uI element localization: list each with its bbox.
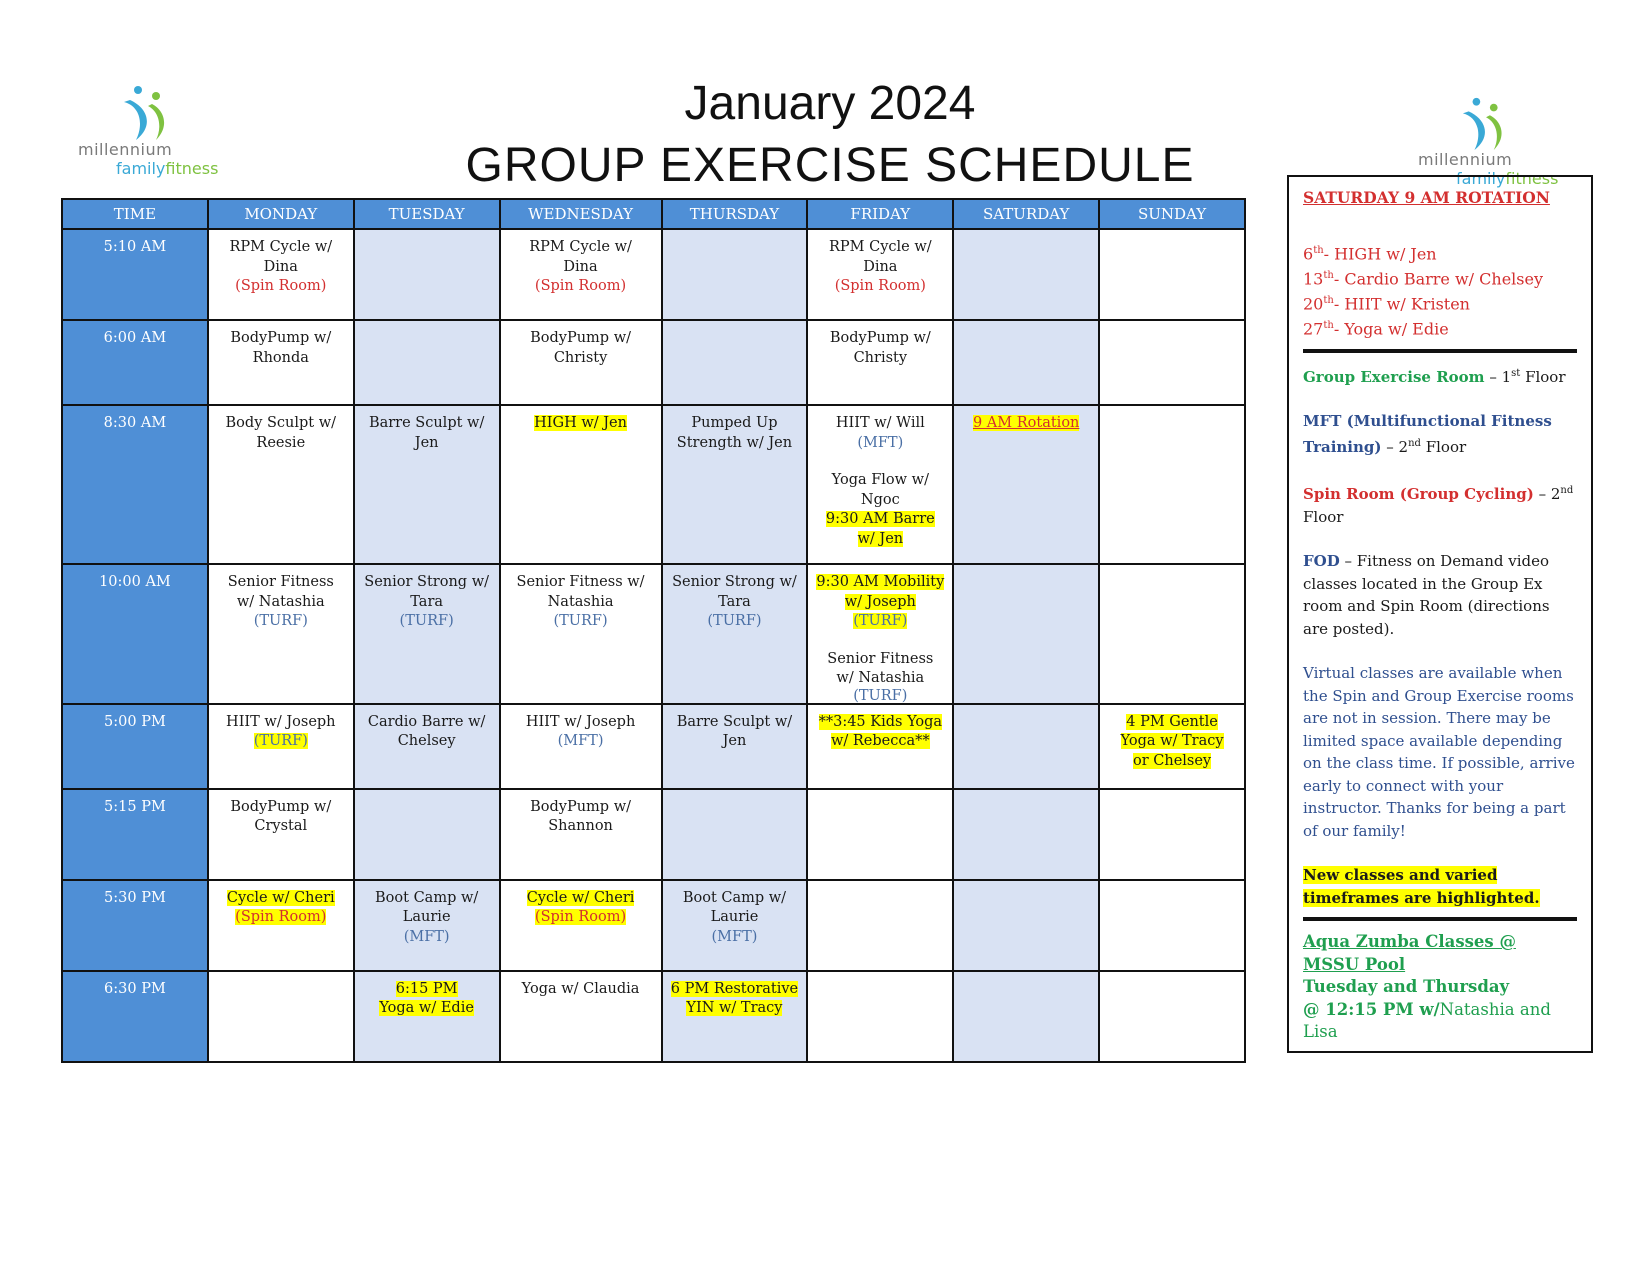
- header-wednesday: WEDNESDAY: [500, 199, 662, 229]
- class-cell-sunday: [1099, 229, 1245, 320]
- aqua-time: @ 12:15 PM w/Natashia and Lisa: [1303, 999, 1551, 1042]
- room-label: (TURF): [553, 613, 608, 629]
- class-cell-tuesday: [354, 229, 500, 320]
- table-row: [62, 880, 1245, 971]
- time-cell: 5:10 AM: [62, 229, 208, 320]
- class-cell-tuesday: Cardio Barre w/ Chelsey: [354, 704, 500, 789]
- room-label: (Spin Room): [834, 278, 926, 294]
- class-cell-sunday: [1099, 564, 1245, 704]
- page-title-month: January 2024: [684, 77, 976, 130]
- room-label: (TURF): [853, 613, 908, 629]
- class-cell-wednesday: [500, 880, 662, 971]
- class-cell-friday: 9:30 AM Mobility w/ Joseph (TURF) Senior Fitness w/ Natashia (TURF): [807, 564, 953, 704]
- highlighted-class: Cycle w/ Cheri: [526, 889, 635, 906]
- header-saturday: SATURDAY: [953, 199, 1099, 229]
- class-cell-friday: [807, 880, 953, 971]
- class-cell-saturday: [953, 320, 1099, 405]
- highlighted-class: w/ Rebecca**: [830, 733, 930, 749]
- class-cell-sunday: [1099, 789, 1245, 880]
- table-row: [62, 789, 1245, 880]
- rotation-title: SATURDAY 9 AM ROTATION: [1303, 188, 1550, 207]
- room-label: (TURF): [399, 613, 454, 629]
- class-cell-monday: [208, 971, 354, 1062]
- class-cell-wednesday: Senior Fitness w/ Natashia (TURF): [500, 564, 662, 704]
- highlighted-class: Yoga w/ Tracy: [1120, 733, 1224, 749]
- class-cell-saturday: [953, 405, 1099, 564]
- logo-word-familyfitness: familyfitness: [116, 159, 219, 178]
- class-cell-tuesday: [354, 320, 500, 405]
- class-cell-friday: [807, 971, 953, 1062]
- time-cell: 10:00 AM: [62, 564, 208, 704]
- class-cell-friday: [807, 789, 953, 880]
- class-cell-saturday: [953, 789, 1099, 880]
- schedule-table: [61, 198, 1246, 1063]
- class-cell-monday: RPM Cycle w/ Dina (Spin Room): [208, 229, 354, 320]
- list-item: 20th- HIIT w/ Kristen: [1303, 294, 1470, 314]
- highlighted-class: 6 PM Restorative: [670, 980, 799, 997]
- highlight-note: New classes and varied timeframes are highlighted.: [1303, 866, 1540, 907]
- class-cell-tuesday: Barre Sculpt w/ Jen: [354, 405, 500, 564]
- header-tuesday: TUESDAY: [354, 199, 500, 229]
- room-info-fod: FOD – Fitness on Demand video classes located in the Group Ex room and Spin Room (directions are posted).: [1303, 552, 1550, 638]
- time-cell: 6:30 PM: [62, 971, 208, 1062]
- class-cell-monday: Body Sculpt w/ Reesie: [208, 405, 354, 564]
- header-row: [62, 199, 1245, 229]
- logo-word-familyfitness: familyfitness: [1456, 169, 1559, 188]
- header-monday: MONDAY: [208, 199, 354, 229]
- class-cell-tuesday: Senior Strong w/ Tara (TURF): [354, 564, 500, 704]
- rotation-link: 9 AM Rotation: [972, 415, 1080, 431]
- header-time: TIME: [62, 199, 208, 229]
- room-label: (TURF): [253, 733, 308, 749]
- list-item: 13th- Cardio Barre w/ Chelsey: [1303, 269, 1543, 289]
- aqua-days: Tuesday and Thursday: [1303, 977, 1510, 997]
- room-label: (Spin Room): [235, 909, 327, 925]
- highlighted-class: 9:30 AM Mobility: [816, 574, 945, 590]
- list-item: 6th- HIGH w/ Jen: [1303, 243, 1437, 263]
- divider: [1303, 917, 1577, 921]
- class-cell-friday: BodyPump w/ Christy: [807, 320, 953, 405]
- highlighted-class: HIGH w/ Jen: [534, 415, 627, 431]
- table-row: [62, 229, 1245, 320]
- class-cell-sunday: [1099, 880, 1245, 971]
- class-cell-sunday: [1099, 405, 1245, 564]
- class-cell-thursday: Pumped Up Strength w/ Jen: [662, 405, 808, 564]
- room-label: (TURF): [707, 613, 762, 629]
- page-title-schedule: GROUP EXERCISE SCHEDULE: [465, 139, 1195, 192]
- time-cell: 5:15 PM: [62, 789, 208, 880]
- class-cell-friday: HIIT w/ Will (MFT) Yoga Flow w/ Ngoc 9:30 AM Barre w/ Jen: [807, 405, 953, 564]
- class-cell-thursday: [662, 971, 808, 1062]
- table-row: [62, 704, 1245, 789]
- rotation-list: [1303, 240, 1577, 341]
- header-sunday: SUNDAY: [1099, 199, 1245, 229]
- room-info-mft: MFT (Multifunctional Fitness Training) – 2nd Floor: [1303, 412, 1552, 456]
- room-label: (MFT): [711, 928, 758, 945]
- class-cell-saturday: [953, 880, 1099, 971]
- class-cell-monday: BodyPump w/ Rhonda: [208, 320, 354, 405]
- logo-figures-icon: [114, 84, 184, 140]
- room-label: (TURF): [853, 687, 908, 704]
- table-row: [62, 405, 1245, 564]
- class-cell-wednesday: HIIT w/ Joseph (MFT): [500, 704, 662, 789]
- table-row: [62, 320, 1245, 405]
- info-sidebar: [1287, 175, 1593, 1053]
- highlighted-class: 4 PM Gentle: [1126, 713, 1218, 730]
- class-cell-monday: [208, 880, 354, 971]
- logo-right: [1418, 96, 1568, 188]
- class-cell-wednesday: BodyPump w/ Shannon: [500, 789, 662, 880]
- class-cell-sunday: [1099, 704, 1245, 789]
- highlighted-class: YIN w/ Tracy: [686, 1000, 783, 1016]
- class-cell-monday: BodyPump w/ Crystal: [208, 789, 354, 880]
- divider: [1303, 349, 1577, 353]
- room-label: (MFT): [557, 733, 604, 749]
- time-cell: 5:30 PM: [62, 880, 208, 971]
- class-cell-saturday: [953, 971, 1099, 1062]
- class-cell-tuesday: [354, 789, 500, 880]
- highlighted-class: Yoga w/ Edie: [379, 1000, 474, 1016]
- header-friday: FRIDAY: [807, 199, 953, 229]
- aqua-title: Aqua Zumba Classes @ MSSU Pool: [1303, 932, 1516, 974]
- logo-left: [78, 84, 228, 178]
- class-cell-wednesday: Yoga w/ Claudia: [500, 971, 662, 1062]
- room-info-spin: Spin Room (Group Cycling) – 2nd Floor: [1303, 485, 1574, 526]
- highlighted-class: or Chelsey: [1132, 752, 1212, 769]
- highlighted-class: w/ Joseph: [844, 593, 916, 610]
- class-cell-thursday: Senior Strong w/ Tara (TURF): [662, 564, 808, 704]
- class-cell-wednesday: RPM Cycle w/ Dina (Spin Room): [500, 229, 662, 320]
- class-cell-monday: HIIT w/ Joseph (TURF): [208, 704, 354, 789]
- class-cell-tuesday: [354, 971, 500, 1062]
- room-label: (MFT): [403, 928, 450, 945]
- header-thursday: THURSDAY: [662, 199, 808, 229]
- highlighted-class: 9:30 AM Barre: [825, 511, 935, 527]
- time-cell: 6:00 AM: [62, 320, 208, 405]
- class-cell-friday: RPM Cycle w/ Dina (Spin Room): [807, 229, 953, 320]
- class-cell-thursday: [662, 320, 808, 405]
- highlighted-class: 6:15 PM: [395, 980, 458, 997]
- class-cell-monday: Senior Fitness w/ Natashia (TURF): [208, 564, 354, 704]
- class-cell-wednesday: [500, 405, 662, 564]
- room-label: (MFT): [857, 434, 904, 451]
- table-row: [62, 971, 1245, 1062]
- class-cell-saturday: [953, 229, 1099, 320]
- logo-figures-icon: [1452, 96, 1522, 150]
- virtual-note: Virtual classes are available when the Spin and Group Exercise rooms are not in session. There may be limited space available depending on the class time. If possible, arrive early to connect with your instructor. Thanks for being a part of our family!: [1303, 664, 1575, 840]
- class-cell-sunday: [1099, 320, 1245, 405]
- logo-word-millennium: millennium: [78, 140, 173, 159]
- class-cell-friday: [807, 704, 953, 789]
- room-label: (Spin Room): [534, 909, 627, 925]
- table-row: [62, 564, 1245, 704]
- room-label: (Spin Room): [534, 278, 627, 294]
- time-cell: 5:00 PM: [62, 704, 208, 789]
- class-cell-saturday: [953, 564, 1099, 704]
- class-cell-thursday: Boot Camp w/ Laurie (MFT): [662, 880, 808, 971]
- class-cell-tuesday: Boot Camp w/ Laurie (MFT): [354, 880, 500, 971]
- room-info-gx: Group Exercise Room – 1st Floor: [1303, 367, 1566, 386]
- class-cell-wednesday: BodyPump w/ Christy: [500, 320, 662, 405]
- class-cell-saturday: [953, 704, 1099, 789]
- highlighted-class: **3:45 Kids Yoga: [818, 713, 943, 730]
- room-label: (Spin Room): [235, 278, 327, 294]
- class-cell-sunday: [1099, 971, 1245, 1062]
- class-cell-thursday: [662, 789, 808, 880]
- class-cell-thursday: [662, 229, 808, 320]
- class-cell-thursday: Barre Sculpt w/ Jen: [662, 704, 808, 789]
- highlighted-class: w/ Jen: [857, 530, 904, 547]
- room-label: (TURF): [253, 613, 308, 629]
- list-item: 27th- Yoga w/ Edie: [1303, 319, 1449, 339]
- highlighted-class: Cycle w/ Cheri: [226, 889, 335, 906]
- logo-word-millennium: millennium: [1418, 150, 1513, 169]
- time-cell: 8:30 AM: [62, 405, 208, 564]
